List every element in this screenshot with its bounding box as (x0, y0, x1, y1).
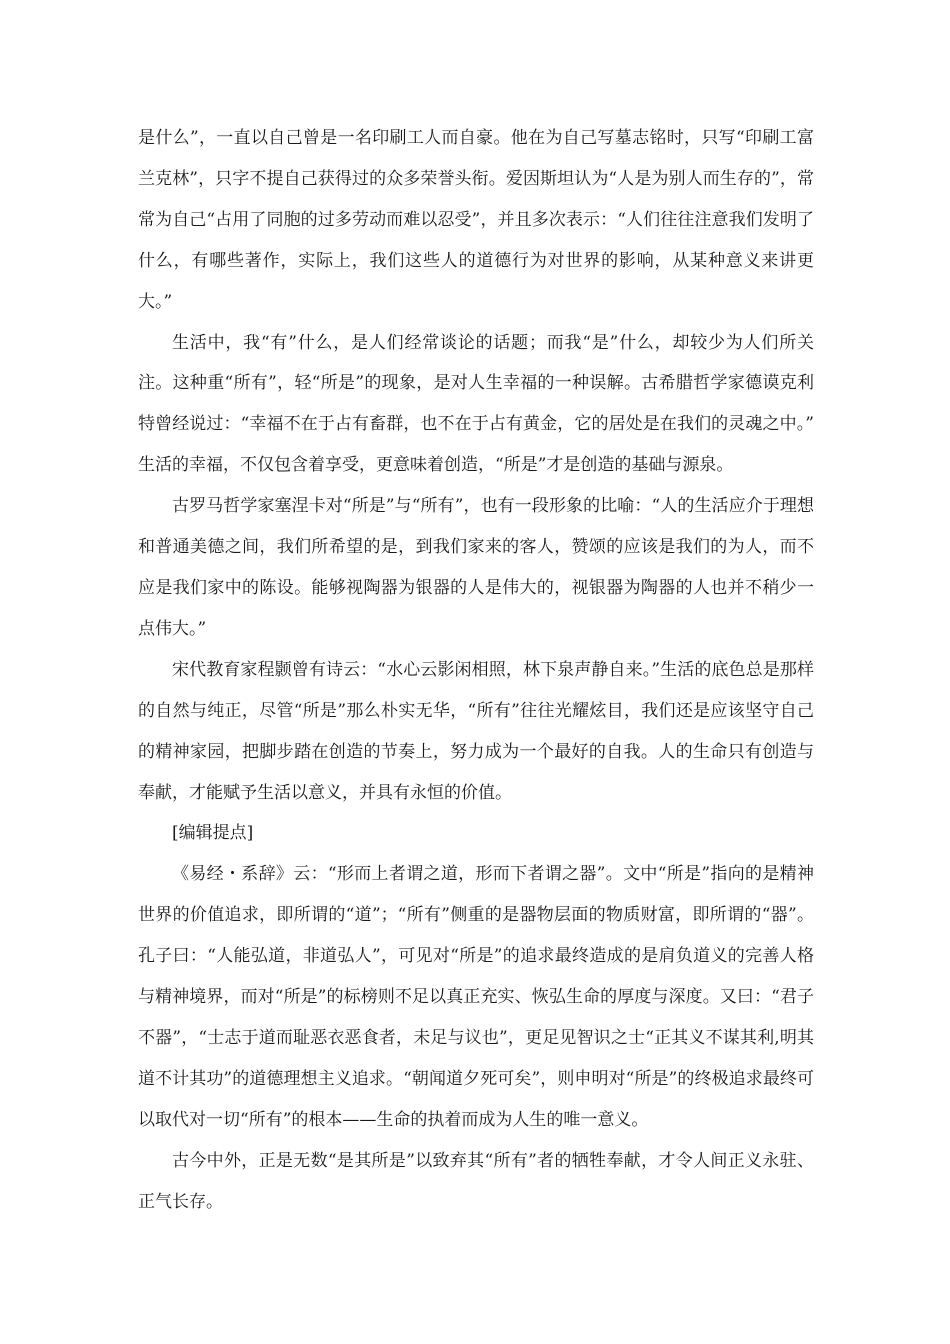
closing-paragraph: 古今中外，正是无数“是其所是”以致弃其“所有”者的牺牲奉献，才令人间正义永驻、正气长存。 (138, 1150, 814, 1212)
edit-notes-heading: [编辑提点] (172, 823, 254, 844)
paragraph-happiness: 生活中，我“有”什么，是人们经常谈论的话题；而我“是”什么，却较少为人们所关注。这种重“所有”，轻“所是”的现象，是对人生幸福的一种误解。古希腊哲学家德谟克利特曾经说过：“幸福不在于占有畜群，也不在于占有黄金，它的居处是在我们的灵魂之中。” 生活的幸福，不仅包含着享受，更意味着创造，“所是”才是创造的基础与源泉。 (138, 332, 814, 476)
paragraph-cheng-hao: 宋代教育家程颢曾有诗云：“水心云影闲相照，林下泉声静自来。”生活的底色总是那样的自然与纯正，尽管“所是”那么朴实无华，“所有”往往光耀炫目，我们还是应该坚守自己的精神家园，把脚步踏在创造的节奏上，努力成为一个最好的自我。人的生命只有创造与奉献，才能赋予生活以意义，并具有永恒的价值。 (138, 659, 814, 803)
edit-note-paragraph: 《易经・系辞》云：“形而上者谓之道，形而下者谓之器”。文中“所是”指向的是精神世界的价值追求，即所谓的“道”；“所有”侧重的是器物层面的物质财富，即所谓的“器”。孔子曰：“人能弘道，非道弘人”，可见对“所是”的追求最终造成的是肩负道义的完善人格与精神境界，而对“所是”的标榜则不足以真正充实、恢弘生命的厚度与深度。又曰：“君子不器”，“士志于道而耻恶衣恶食者，未足与议也”，更足见智识之士“正其义不谋其利,明其道不计其功”的道德理想主义追求。“朝闻道夕死可矣”，则申明对“所是”的终极追求最终可以取代对一切“所有”的根本——生命的执着而成为人生的唯一意义。 (138, 864, 814, 1130)
paragraph-continued: 是什么”，一直以自己曾是一名印刷工人而自豪。他在为自己写墓志铭时，只写“印刷工富兰克林”，只字不提自己获得过的众多荣誉头衔。爱因斯坦认为“人是为别人而生存的”，常常为自己“占用了同胞的过多劳动而难以忍受”，并且多次表示：“人们往往注意我们发明了什么，有哪些著作，实际上，我们这些人的道德行为对世界的影响，从某种意义来讲更大。” (138, 128, 814, 312)
article-body (138, 118, 814, 1222)
paragraph-seneca: 古罗马哲学家塞涅卡对“所是”与“所有”，也有一段形象的比喻：“人的生活应介于理想和普通美德之间，我们所希望的是，到我们家来的客人，赞颂的应该是我们的为人，而不应是我们家中的陈设。能够视陶器为银器的人是伟大的，视银器为陶器的人也并不稍少一点伟大。” (138, 496, 814, 639)
